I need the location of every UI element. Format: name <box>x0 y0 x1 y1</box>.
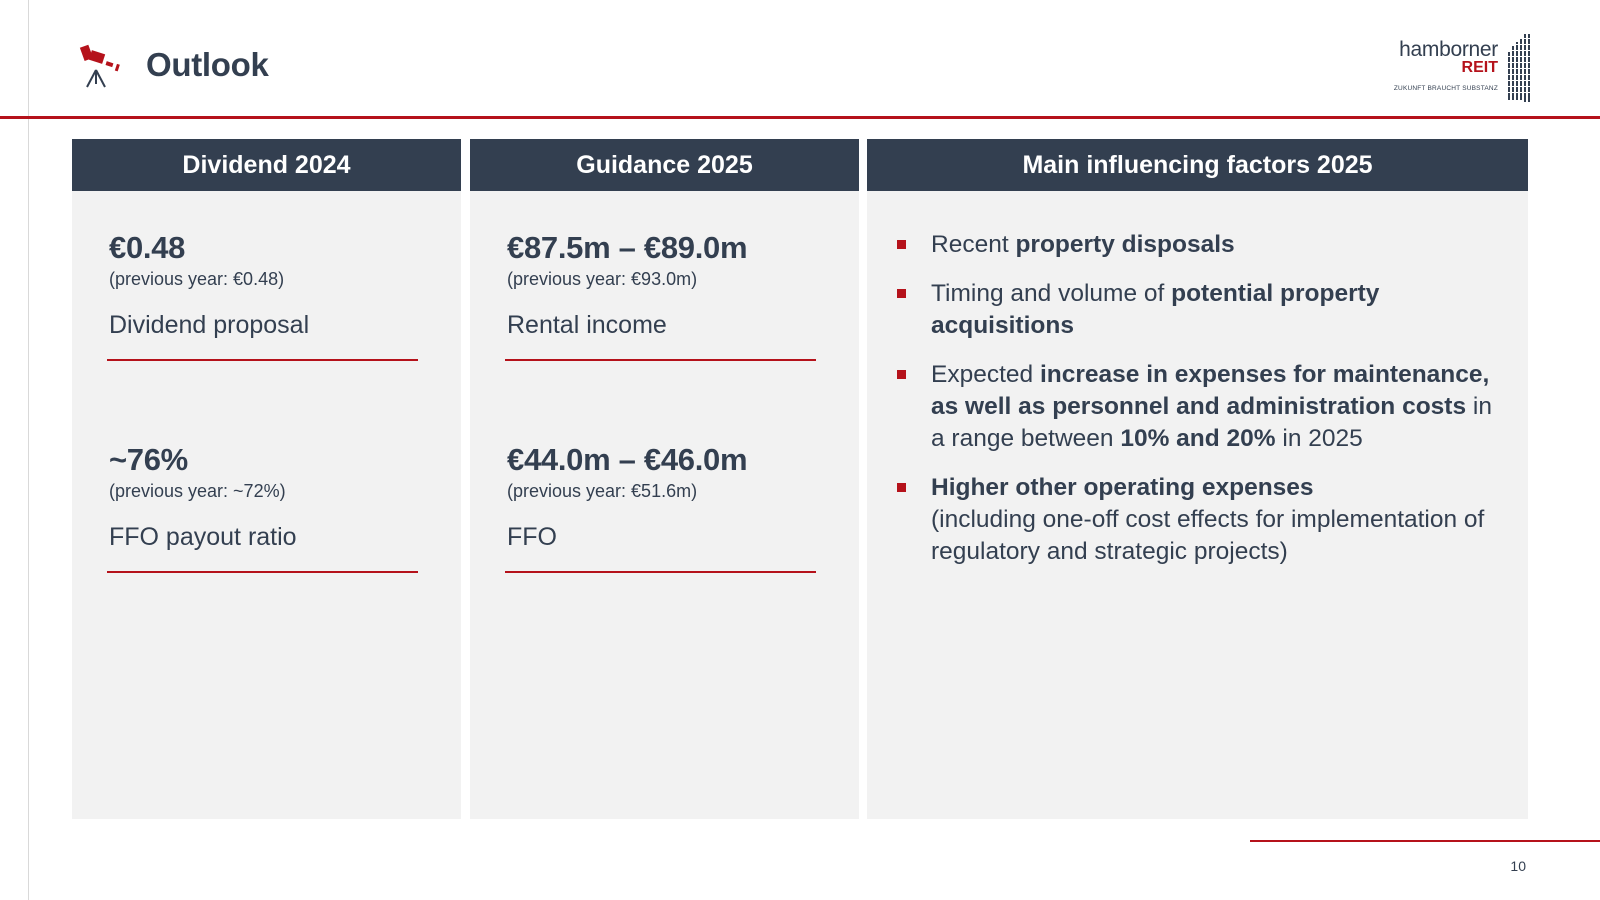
factor-text: Recent <box>931 231 1016 258</box>
factor-emphasis: potential property acquisitions <box>931 280 1380 339</box>
factor-text: in 2025 <box>1275 425 1363 452</box>
factor-item <box>931 229 1511 261</box>
logo-wordmark: hamborner <box>1399 38 1498 61</box>
header-divider <box>0 116 1600 119</box>
factor-emphasis: property disposals <box>1015 231 1235 258</box>
square-bullet-icon <box>897 370 906 379</box>
kpi-label: Rental income <box>507 311 667 339</box>
kpi-divider <box>505 571 816 573</box>
kpi-value: €0.48 <box>109 230 186 265</box>
footer-divider <box>1250 840 1600 842</box>
kpi-label: FFO <box>507 523 557 551</box>
factors-list <box>931 229 1511 585</box>
kpi-value: €44.0m – €46.0m <box>507 442 748 477</box>
kpi-label: Dividend proposal <box>109 311 310 339</box>
dividend-panel-heading: Dividend 2024 <box>72 139 461 191</box>
factor-item <box>931 278 1511 342</box>
kpi-previous-year: (previous year: ~72%) <box>109 481 286 501</box>
kpi-value: €87.5m – €89.0m <box>507 230 748 265</box>
page-title: Outlook <box>146 46 269 83</box>
logo-building-icon <box>1508 34 1530 102</box>
kpi-previous-year: (previous year: €93.0m) <box>507 269 698 289</box>
kpi-rental-income <box>507 229 822 361</box>
factor-emphasis: Higher other operating expenses <box>931 474 1314 501</box>
factor-item <box>931 359 1511 455</box>
factor-text: Timing and volume of <box>931 280 1172 307</box>
factor-text: (including one-off cost effects for implementation of regulatory and strategic projects) <box>931 506 1485 565</box>
factor-item <box>931 472 1511 568</box>
kpi-divider <box>107 571 418 573</box>
kpi-previous-year: (previous year: €0.48) <box>109 269 285 289</box>
telescope-icon <box>76 44 124 90</box>
kpi-ffo <box>507 441 822 573</box>
factors-panel-heading: Main influencing factors 2025 <box>867 139 1528 191</box>
company-logo <box>1386 32 1530 104</box>
square-bullet-icon <box>897 483 906 492</box>
square-bullet-icon <box>897 240 906 249</box>
logo-reit: REIT <box>1461 59 1498 76</box>
factor-text: Expected <box>931 361 1040 388</box>
factor-emphasis: increase in expenses for maintenance, as well as personnel and administration costs <box>931 361 1490 420</box>
kpi-divider <box>107 359 418 361</box>
logo-tagline: ZUKUNFT BRAUCHT SUBSTANZ <box>1393 85 1498 92</box>
factors-panel <box>867 139 1528 819</box>
left-margin-rule <box>28 0 29 900</box>
guidance-panel-heading: Guidance 2025 <box>470 139 859 191</box>
guidance-panel <box>470 139 859 819</box>
kpi-ffo-payout-ratio <box>109 441 424 573</box>
kpi-previous-year: (previous year: €51.6m) <box>507 481 698 501</box>
kpi-divider <box>505 359 816 361</box>
kpi-value: ~76% <box>109 442 188 477</box>
square-bullet-icon <box>897 289 906 298</box>
kpi-label: FFO payout ratio <box>109 523 297 551</box>
kpi-dividend-proposal <box>109 229 424 361</box>
page-number: 10 <box>1510 858 1526 874</box>
factor-emphasis: 10% and 20% <box>1120 425 1276 452</box>
factor-text: in a range between <box>931 393 1492 452</box>
dividend-panel <box>72 139 461 819</box>
